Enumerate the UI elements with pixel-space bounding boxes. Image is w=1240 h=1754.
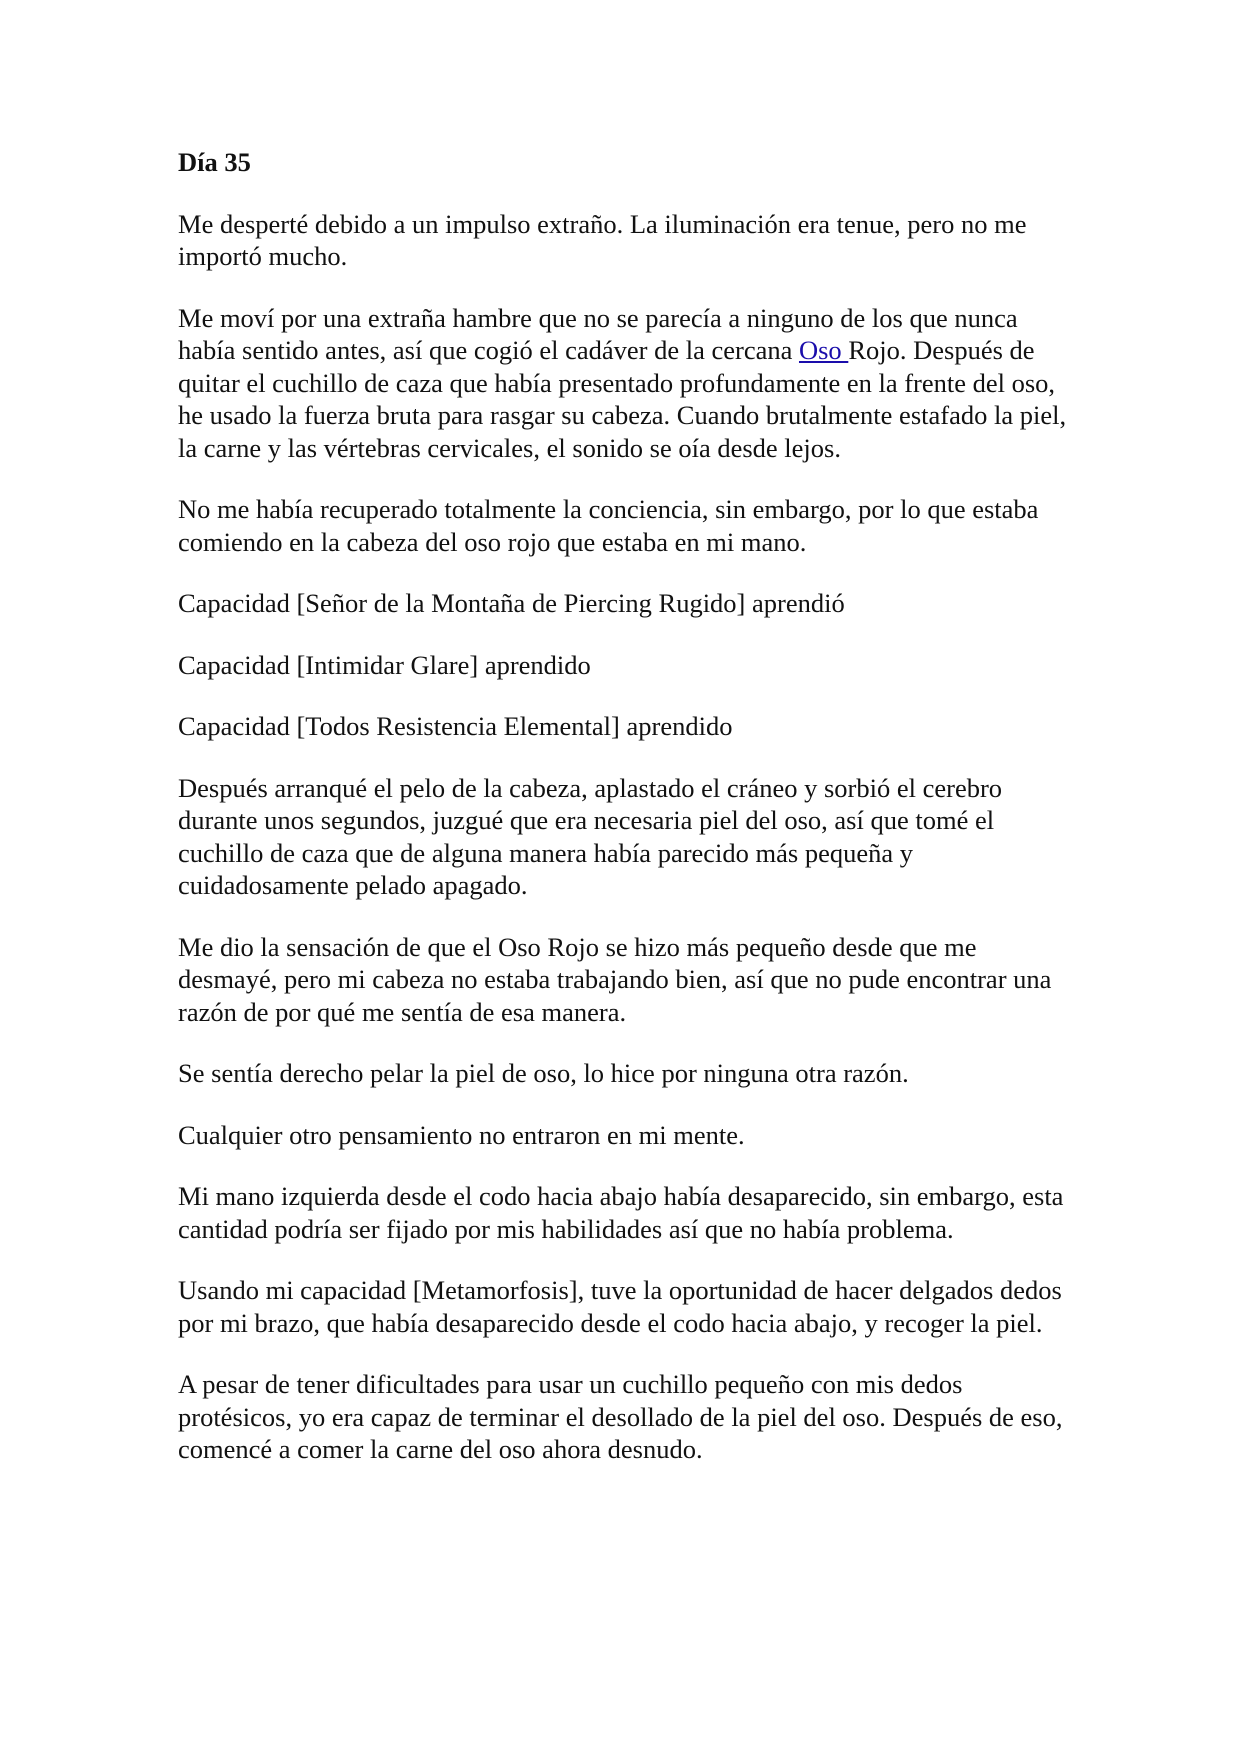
document-page <box>178 146 1078 1495</box>
paragraph-12: Usando mi capacidad [Metamorfosis], tuve la oportunidad de hacer delgados dedos por mi brazo, que había desaparecido desde el codo hacia abajo, y recoger la piel. <box>178 1275 1062 1338</box>
paragraph-6: Capacidad [Todos Resistencia Elemental] aprendido <box>178 711 733 741</box>
paragraph-2-text-after: Rojo. Después de quitar el cuchillo de caza que había presentado profundamente en la frente del oso, he usado la fuerza bruta para rasgar su cabeza. Cuando brutalmente estafado la piel, la carne y las vértebras cervicales, el sonido se oía desde lejos. <box>178 335 1067 463</box>
paragraph-10: Cualquier otro pensamiento no entraron en mi mente. <box>178 1119 745 1150</box>
paragraph-5: Capacidad [Intimidar Glare] aprendido <box>178 649 591 680</box>
paragraph-13: A pesar de tener dificultades para usar un cuchillo pequeño con mis dedos protésicos, yo era capaz de terminar el desollado de la piel del oso. Después de eso, comencé a comer la carne del oso ahora desnudo. <box>178 1369 1063 1464</box>
oso-link[interactable]: Oso <box>798 335 849 365</box>
chapter-title: Día 35 <box>178 147 251 177</box>
paragraph-7: Después arranqué el pelo de la cabeza, aplastado el cráneo y sorbió el cerebro durante unos segundos, juzgué que era necesaria piel del oso, así que tomé el cuchillo de caza que de alguna manera había parecido más pequeña y cuidadosamente pelado apagado. <box>178 772 1003 900</box>
paragraph-9: Se sentía derecho pelar la piel de oso, lo hice por ninguna otra razón. <box>178 1058 909 1088</box>
paragraph-2 <box>178 302 1078 465</box>
paragraph-4: Capacidad [Señor de la Montaña de Piercing Rugido] aprendió <box>178 588 845 618</box>
paragraph-11: Mi mano izquierda desde el codo hacia abajo había desaparecido, sin embargo, esta cantidad podría ser fijado por mis habilidades así que no había problema. <box>178 1181 1064 1244</box>
paragraph-1: Me desperté debido a un impulso extraño. La iluminación era tenue, pero no me importó mucho. <box>178 208 1027 271</box>
paragraph-2-text-before: Me moví por una extraña hambre que no se parecía a ninguno de los que nunca había sentido antes, así que cogió el cadáver de la cercana <box>178 302 1018 365</box>
paragraph-8: Me dio la sensación de que el Oso Rojo se hizo más pequeño desde que me desmayé, pero mi cabeza no estaba trabajando bien, así que no pude encontrar una razón de por qué me sentía de esa manera. <box>178 931 1052 1027</box>
paragraph-3: No me había recuperado totalmente la conciencia, sin embargo, por lo que estaba comiendo en la cabeza del oso rojo que estaba en mi mano. <box>178 494 1039 557</box>
